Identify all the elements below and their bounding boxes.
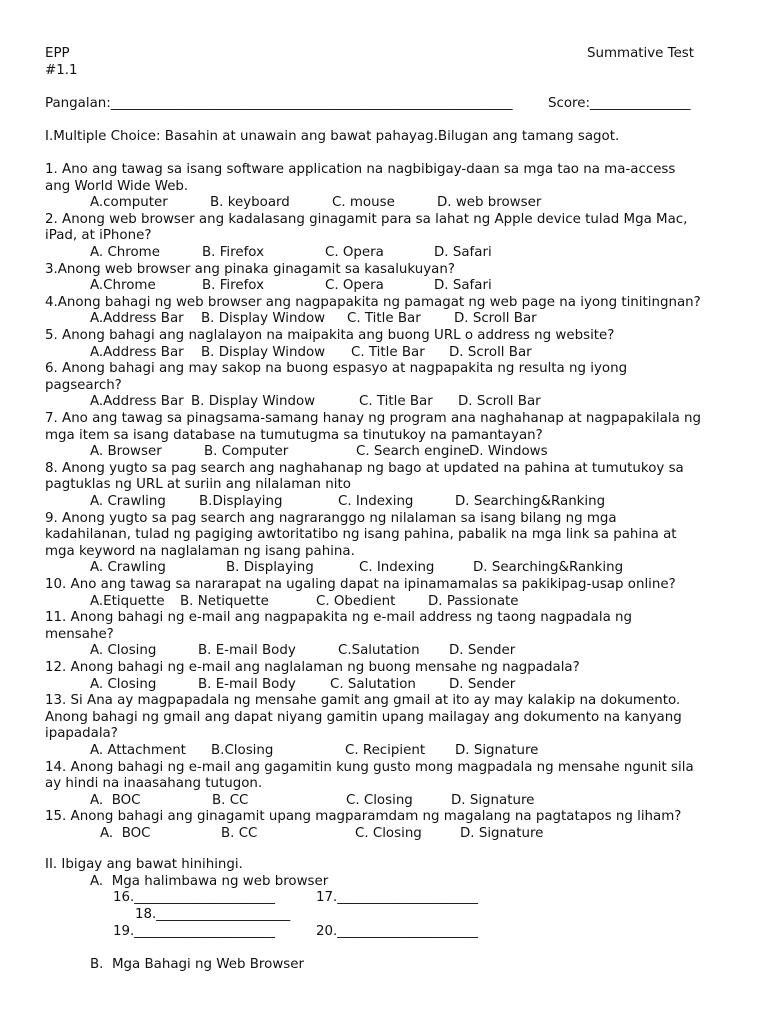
question-6-text: 6. Anong bahagi ang may sakop na buong espasyo at nagpapakita ng resulta ng iyong bbox=[45, 361, 628, 376]
blank-20: 20._____________________ bbox=[316, 924, 478, 939]
question-11-text: mensahe? bbox=[45, 627, 114, 642]
part2-instruction: II. Ibigay ang bawat hinihingi. bbox=[45, 857, 243, 872]
question-5-option-d[interactable]: D. Scroll Bar bbox=[449, 345, 532, 360]
question-7-text: 7. Ano ang tawag sa pinagsama-samang hanay ng program ana naghahanap at nagpapakilala ng bbox=[45, 411, 702, 426]
question-15-option-c[interactable]: C. Closing bbox=[355, 826, 422, 841]
blank-19: 19._____________________ bbox=[113, 924, 275, 939]
question-12-option-d[interactable]: D. Sender bbox=[449, 677, 516, 692]
question-7-text: mga item sa isang database na tumutugma sa tinutukoy na pamantayan? bbox=[45, 428, 543, 443]
question-15-option-b[interactable]: B. CC bbox=[221, 826, 258, 841]
question-1-text: 1. Ano ang tawag sa isang software application na nagbibigay-daan sa mga tao na ma-access bbox=[45, 162, 676, 177]
question-10-option-b[interactable]: B. Netiquette bbox=[180, 594, 269, 609]
blank-18: 18.____________________ bbox=[135, 907, 291, 922]
question-1-option-b[interactable]: B. keyboard bbox=[210, 195, 290, 210]
question-7-option-b[interactable]: B. Computer bbox=[204, 444, 289, 459]
question-4-text: 4.Anong bahagi ng web browser ang nagpapakita ng pamagat ng web page na iyong tinitingnan? bbox=[45, 295, 701, 310]
question-2-text: 2. Anong web browser ang kadalasang ginagamit para sa lahat ng Apple device tulad Mga Mac, bbox=[45, 212, 688, 227]
question-14-text: ay hindi na inaasahang tutugon. bbox=[45, 776, 263, 791]
subject-label: EPP bbox=[45, 46, 70, 61]
question-3-option-b[interactable]: B. Firefox bbox=[202, 278, 265, 293]
question-14-option-d[interactable]: D. Signature bbox=[451, 793, 535, 808]
question-2-option-a[interactable]: A. Chrome bbox=[90, 245, 160, 260]
question-8-option-c[interactable]: C. Indexing bbox=[338, 494, 414, 509]
question-2-option-d[interactable]: D. Safari bbox=[434, 245, 492, 260]
question-2-option-b[interactable]: B. Firefox bbox=[202, 245, 265, 260]
question-10-option-c[interactable]: C. Obedient bbox=[316, 594, 396, 609]
question-14-option-c[interactable]: C. Closing bbox=[346, 793, 413, 808]
part1-instruction: I.Multiple Choice: Basahin at unawain ang bawat pahayag.Bilugan ang tamang sagot. bbox=[45, 129, 620, 144]
question-14-option-a[interactable]: A. BOC bbox=[90, 793, 141, 808]
question-1-text: ang World Wide Web. bbox=[45, 179, 189, 194]
question-6-option-d[interactable]: D. Scroll Bar bbox=[458, 394, 541, 409]
question-4-option-a[interactable]: A.Address Bar bbox=[90, 311, 184, 326]
question-8-text: pagtuklas ng URL at suriin ang nilalaman nito bbox=[45, 477, 351, 492]
question-10-option-d[interactable]: D. Passionate bbox=[428, 594, 519, 609]
question-12-option-a[interactable]: A. Closing bbox=[90, 677, 157, 692]
question-9-text: mga keyword na naglalaman ng isang pahina. bbox=[45, 544, 355, 559]
question-9-option-b[interactable]: B. Displaying bbox=[226, 560, 314, 575]
question-6-option-b[interactable]: B. Display Window bbox=[191, 394, 316, 409]
question-8-option-d[interactable]: D. Searching&Ranking bbox=[455, 494, 606, 509]
question-3-option-a[interactable]: A.Chrome bbox=[90, 278, 156, 293]
question-5-option-b[interactable]: B. Display Window bbox=[201, 345, 326, 360]
blank-16: 16._____________________ bbox=[113, 890, 275, 905]
question-1-option-d[interactable]: D. web browser bbox=[437, 195, 542, 210]
question-13-text: 13. Si Ana ay magpapadala ng mensahe gamit ang gmail at ito ay may kalakip na dokumento. bbox=[45, 693, 681, 708]
name-line: Pangalan:____________________________________________________________ bbox=[45, 96, 513, 111]
blank-17: 17._____________________ bbox=[316, 890, 478, 905]
question-8-option-a[interactable]: A. Crawling bbox=[90, 494, 166, 509]
question-1-option-a[interactable]: A.computer bbox=[90, 195, 168, 210]
question-11-option-d[interactable]: D. Sender bbox=[449, 643, 516, 658]
question-6-text: pagsearch? bbox=[45, 378, 122, 393]
test-title: Summative Test bbox=[587, 46, 695, 61]
question-13-text: ipapadala? bbox=[45, 726, 118, 741]
question-7-option-d[interactable]: D. Windows bbox=[469, 444, 548, 459]
question-11-text: 11. Anong bahagi ng e-mail ang nagpapakita ng e-mail address ng taong nagpadala ng bbox=[45, 610, 633, 625]
question-4-option-d[interactable]: D. Scroll Bar bbox=[454, 311, 537, 326]
section-a-heading: A. Mga halimbawa ng web browser bbox=[90, 874, 329, 889]
question-9-option-d[interactable]: D. Searching&Ranking bbox=[473, 560, 624, 575]
question-13-option-c[interactable]: C. Recipient bbox=[345, 743, 426, 758]
question-5-option-a[interactable]: A.Address Bar bbox=[90, 345, 184, 360]
question-1-option-c[interactable]: C. mouse bbox=[332, 195, 395, 210]
question-11-option-b[interactable]: B. E-mail Body bbox=[198, 643, 296, 658]
question-6-option-a[interactable]: A.Address Bar bbox=[90, 394, 184, 409]
question-13-option-d[interactable]: D. Signature bbox=[455, 743, 539, 758]
question-7-option-a[interactable]: A. Browser bbox=[90, 444, 162, 459]
question-12-option-b[interactable]: B. E-mail Body bbox=[198, 677, 296, 692]
question-14-option-b[interactable]: B. CC bbox=[212, 793, 249, 808]
question-15-text: 15. Anong bahagi ang ginagamit upang magparamdam ng magalang na pagtatapos ng liham? bbox=[45, 809, 682, 824]
test-number: #1.1 bbox=[45, 63, 78, 78]
question-9-text: kadahilanan, tulad ng pagiging awtoritatibo ng isang pahina, pabalik na mga link sa pahina at bbox=[45, 527, 677, 542]
question-10-text: 10. Ano ang tawag sa nararapat na ugaling dapat na ipinamamalas sa pakikipag-usap online? bbox=[45, 577, 676, 592]
question-11-option-c[interactable]: C.Salutation bbox=[338, 643, 420, 658]
question-9-option-a[interactable]: A. Crawling bbox=[90, 560, 166, 575]
question-13-option-b[interactable]: B.Closing bbox=[211, 743, 274, 758]
question-10-option-a[interactable]: A.Etiquette bbox=[90, 594, 165, 609]
question-9-text: 9. Anong yugto sa pag search ang nagraranggo ng nilalaman sa isang bilang ng mga bbox=[45, 511, 617, 526]
question-5-option-c[interactable]: C. Title Bar bbox=[351, 345, 425, 360]
question-9-option-c[interactable]: C. Indexing bbox=[359, 560, 435, 575]
question-13-option-a[interactable]: A. Attachment bbox=[90, 743, 186, 758]
question-12-option-c[interactable]: C. Salutation bbox=[330, 677, 416, 692]
question-5-text: 5. Anong bahagi ang naglalayon na maipakita ang buong URL o address ng website? bbox=[45, 328, 615, 343]
score-line: Score:_______________ bbox=[548, 96, 691, 111]
question-11-option-a[interactable]: A. Closing bbox=[90, 643, 157, 658]
question-2-text: iPad, at iPhone? bbox=[45, 228, 152, 243]
question-7-option-c[interactable]: C. Search engine bbox=[356, 444, 470, 459]
question-3-option-d[interactable]: D. Safari bbox=[434, 278, 492, 293]
question-12-text: 12. Anong bahagi ng e-mail ang naglalaman ng buong mensahe ng nagpadala? bbox=[45, 660, 580, 675]
question-8-option-b[interactable]: B.Displaying bbox=[199, 494, 283, 509]
section-b-heading: B. Mga Bahagi ng Web Browser bbox=[90, 957, 304, 972]
question-4-option-c[interactable]: C. Title Bar bbox=[347, 311, 421, 326]
question-6-option-c[interactable]: C. Title Bar bbox=[359, 394, 433, 409]
question-15-option-d[interactable]: D. Signature bbox=[460, 826, 544, 841]
question-8-text: 8. Anong yugto sa pag search ang naghahanap ng bago at updated na pahina at tumutukoy sa bbox=[45, 461, 684, 476]
question-14-text: 14. Anong bahagi ng e-mail ang gagamitin kung gusto mong magpadala ng mensahe ngunit sila bbox=[45, 760, 694, 775]
question-13-text: Anong bahagi ng gmail ang dapat niyang gamitin upang mailagay ang dokumento na kanyang bbox=[45, 710, 682, 725]
question-15-option-a[interactable]: A. BOC bbox=[100, 826, 151, 841]
question-3-option-c[interactable]: C. Opera bbox=[325, 278, 384, 293]
question-2-option-c[interactable]: C. Opera bbox=[325, 245, 384, 260]
question-4-option-b[interactable]: B. Display Window bbox=[201, 311, 326, 326]
question-3-text: 3.Anong web browser ang pinaka ginagamit sa kasalukuyan? bbox=[45, 262, 455, 277]
